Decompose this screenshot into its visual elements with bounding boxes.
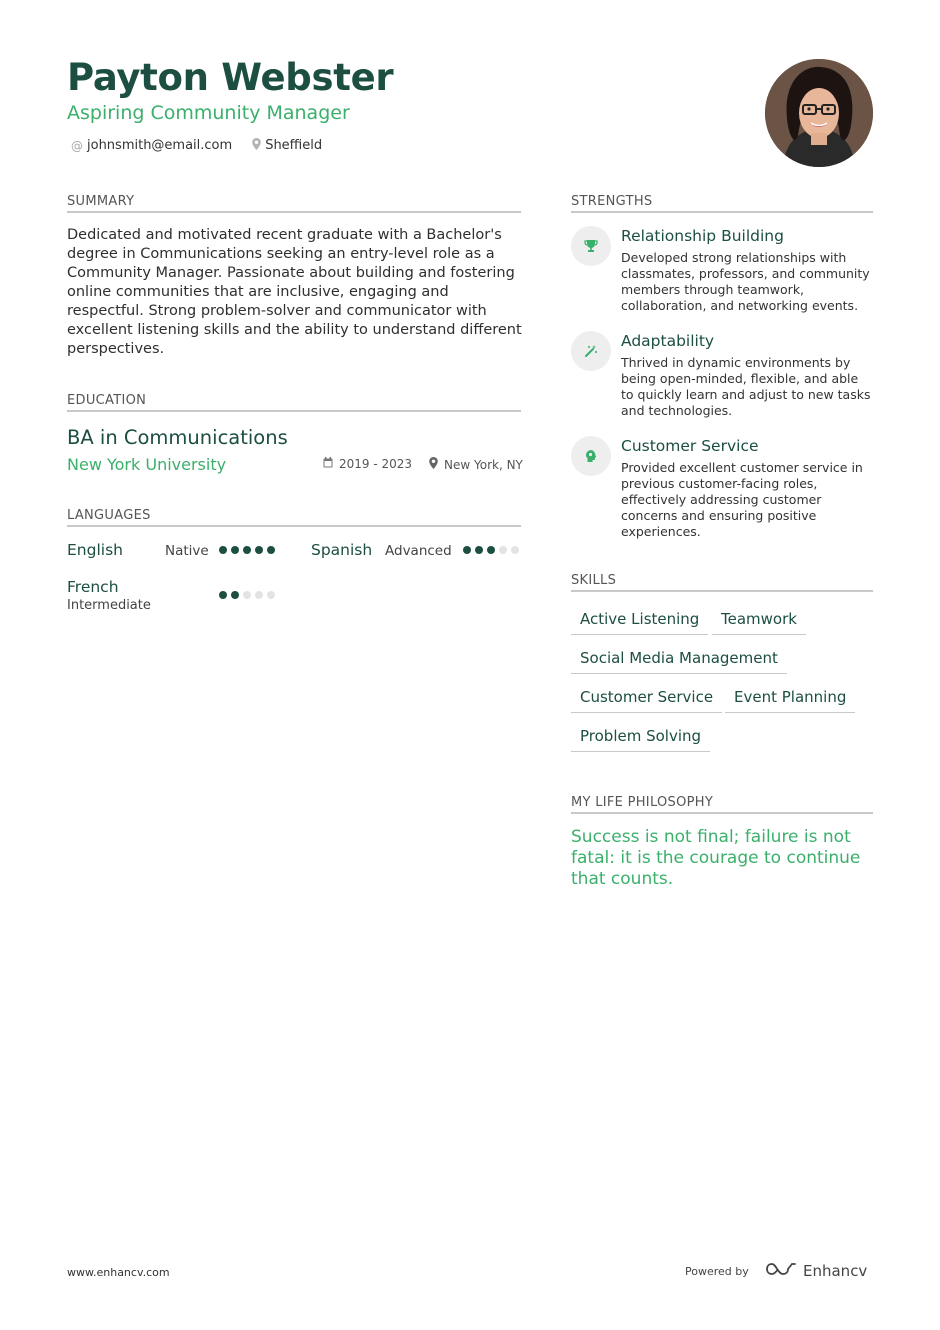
skill-tag: Teamwork (712, 610, 806, 635)
powered-by-label: Powered by (685, 1265, 749, 1278)
education-location (429, 457, 523, 472)
language-level: Native (165, 543, 209, 559)
language-rating (463, 546, 519, 554)
education-heading: EDUCATION (67, 393, 147, 408)
education-location-text: New York, NY (444, 457, 523, 472)
school-name: New York University (67, 455, 227, 474)
location-text: Sheffield (265, 138, 323, 153)
language-name: English (67, 541, 123, 559)
location-pin-icon (252, 138, 261, 153)
philosophy-divider (571, 812, 873, 814)
education-divider (67, 410, 521, 412)
language-level: Intermediate (67, 598, 151, 613)
skill-tag: Problem Solving (571, 727, 710, 752)
rating-dot-empty (499, 546, 507, 554)
language-rating (219, 591, 275, 599)
rating-dot-empty (267, 591, 275, 599)
contact-row (71, 138, 322, 153)
philosophy-quote: Success is not final; failure is not fatal: it is the courage to continue that counts. (571, 827, 861, 889)
skill-tag: Social Media Management (571, 649, 787, 674)
trophy-icon (571, 226, 611, 266)
philosophy-heading: MY LIFE PHILOSOPHY (571, 795, 714, 810)
language-name: French (67, 578, 119, 596)
location-pin-icon (429, 457, 438, 472)
rating-dot-filled (231, 591, 239, 599)
strength-title: Relationship Building (621, 227, 784, 245)
strength-title: Customer Service (621, 437, 759, 455)
rating-dot-filled (487, 546, 495, 554)
strength-description: Developed strong relationships with classmates, professors, and community members through teamwork, collaboration, and networking events. (621, 250, 870, 313)
skill-tag: Customer Service (571, 688, 722, 713)
degree-title: BA in Communications (67, 426, 288, 449)
email-contact (71, 138, 232, 153)
skills-divider (571, 590, 873, 592)
summary-text: Dedicated and motivated recent graduate with a Bachelor's degree in Communications seeking an entry-level role as a Community Manager. Passionate about building and fostering online communities that are inclusive, engaging and respectful. Strong problem-solver and communicator with excellent listening skills and the ability to understand different perspectives. (67, 227, 522, 357)
location-contact (252, 138, 322, 153)
calendar-icon (323, 457, 333, 471)
strength-title: Adaptability (621, 332, 715, 350)
education-dates (323, 457, 412, 471)
rating-dot-filled (267, 546, 275, 554)
dates-text: 2019 - 2023 (339, 457, 413, 471)
rating-dot-filled (219, 591, 227, 599)
candidate-title: Aspiring Community Manager (67, 102, 350, 124)
enhancv-logo-icon (765, 1261, 797, 1281)
footer-website-link[interactable]: www.enhancv.com (67, 1266, 170, 1279)
rating-dot-filled (463, 546, 471, 554)
head-brain-icon (571, 436, 611, 476)
rating-dot-filled (475, 546, 483, 554)
profile-photo (765, 59, 873, 167)
magic-wand-icon (571, 331, 611, 371)
languages-heading: LANGUAGES (67, 508, 151, 523)
candidate-name: Payton Webster (67, 56, 394, 99)
strength-description: Provided excellent customer service in previous customer-facing roles, effectively addressing customer concerns and ensuring positive experiences. (621, 460, 863, 539)
language-level: Advanced (385, 543, 452, 559)
rating-dot-filled (255, 546, 263, 554)
skill-tag: Active Listening (571, 610, 708, 635)
strength-description: Thrived in dynamic environments by being open-minded, flexible, and able to quickly learn and adjust to new tasks and technologies. (621, 355, 871, 418)
skill-tag: Event Planning (725, 688, 855, 713)
email-text: johnsmith@email.com (87, 138, 233, 153)
brand-name: Enhancv (803, 1262, 868, 1280)
languages-divider (67, 525, 521, 527)
language-name: Spanish (311, 541, 373, 559)
rating-dot-empty (255, 591, 263, 599)
rating-dot-filled (243, 546, 251, 554)
summary-heading: SUMMARY (67, 194, 135, 209)
enhancv-brand[interactable] (765, 1261, 867, 1281)
rating-dot-filled (219, 546, 227, 554)
at-icon: @ (71, 138, 83, 153)
rating-dot-empty (243, 591, 251, 599)
strengths-divider (571, 211, 873, 213)
skills-heading: SKILLS (571, 573, 617, 588)
rating-dot-filled (231, 546, 239, 554)
language-rating (219, 546, 275, 554)
rating-dot-empty (511, 546, 519, 554)
strengths-heading: STRENGTHS (571, 194, 653, 209)
summary-divider (67, 211, 521, 213)
